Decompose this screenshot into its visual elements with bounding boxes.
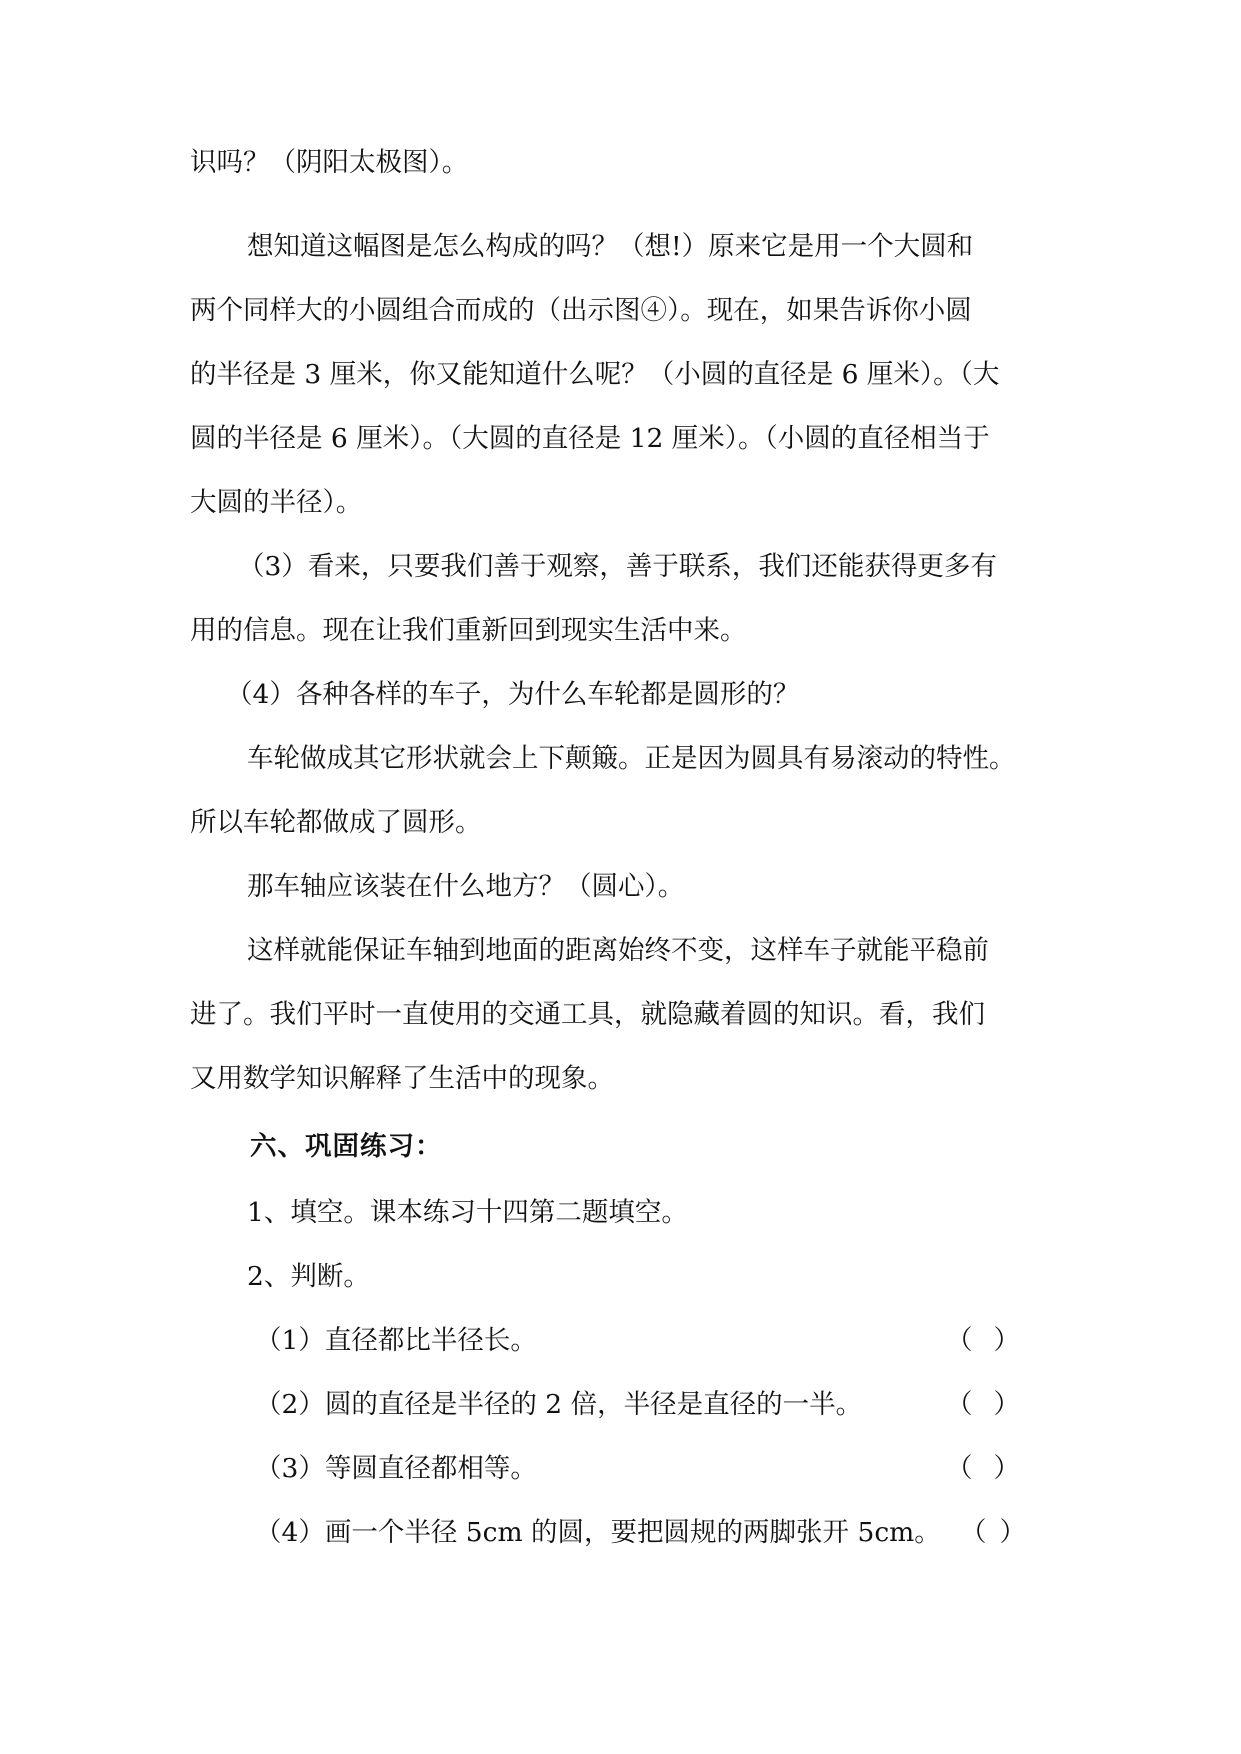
paragraph-line: （4）各种各样的车子，为什么车轮都是圆形的？ [226, 679, 800, 710]
paragraph-line: 那车轴应该装在什么地方？（圆心）。 [247, 871, 685, 902]
answer-close-paren: ） [999, 1517, 1026, 1548]
judgment-item: （1）直径都比半径长。 [255, 1325, 537, 1356]
paragraph-line: 又用数学知识解释了生活中的现象。 [190, 1063, 614, 1094]
answer-open-paren: （ [946, 1325, 973, 1356]
answer-close-paren: ） [993, 1325, 1020, 1356]
paragraph-line: 这样就能保证车轴到地面的距离始终不变，这样车子就能平稳前 [247, 935, 989, 966]
answer-open-paren: （ [960, 1517, 987, 1548]
answer-blank [960, 1514, 1026, 1552]
paragraph-line: 两个同样大的小圆组合而成的（出示图④）。现在，如果告诉你小圆 [190, 295, 972, 326]
paragraph-line: 进了。我们平时一直使用的交通工具，就隐藏着圆的知识。看，我们 [190, 999, 985, 1030]
answer-open-paren: （ [946, 1453, 973, 1484]
judgment-item: （2）圆的直径是半径的 2 倍，半径是直径的一半。 [255, 1389, 863, 1420]
paragraph-line: 圆的半径是 6 厘米）。（大圆的直径是 12 厘米）。（小圆的直径相当于 [190, 423, 990, 454]
paragraph-line: 用的信息。现在让我们重新回到现实生活中来。 [190, 615, 747, 646]
section-heading: 六、巩固练习： [250, 1131, 443, 1162]
paragraph-line: 所以车轮都做成了圆形。 [190, 807, 482, 838]
answer-blank [946, 1322, 1020, 1360]
exercise-fill-blank: 1、填空。课本练习十四第二题填空。 [247, 1197, 688, 1228]
paragraph-line: （3）看来，只要我们善于观察，善于联系，我们还能获得更多有 [238, 551, 997, 582]
exercise-judgment: 2、判断。 [247, 1261, 370, 1292]
answer-blank [946, 1386, 1020, 1424]
paragraph-line: 大圆的半径）。 [190, 487, 363, 518]
answer-open-paren: （ [946, 1389, 973, 1420]
paragraph-line: 的半径是 3 厘米，你又能知道什么呢？（小圆的直径是 6 厘米）。（大 [190, 359, 1000, 390]
paragraph-line: 识吗？（阴阳太极图）。 [190, 147, 469, 178]
paragraph-line: 车轮做成其它形状就会上下颠簸。正是因为圆具有易滚动的特性。 [247, 743, 1016, 774]
paragraph-line: 想知道这幅图是怎么构成的吗？（想!）原来它是用一个大圆和 [247, 231, 974, 262]
judgment-item: （3）等圆直径都相等。 [255, 1453, 537, 1484]
answer-blank [946, 1450, 1020, 1488]
judgment-item: （4）画一个半径 5cm 的圆，要把圆规的两脚张开 5cm。 [255, 1517, 941, 1548]
answer-close-paren: ） [993, 1389, 1020, 1420]
answer-close-paren: ） [993, 1453, 1020, 1484]
